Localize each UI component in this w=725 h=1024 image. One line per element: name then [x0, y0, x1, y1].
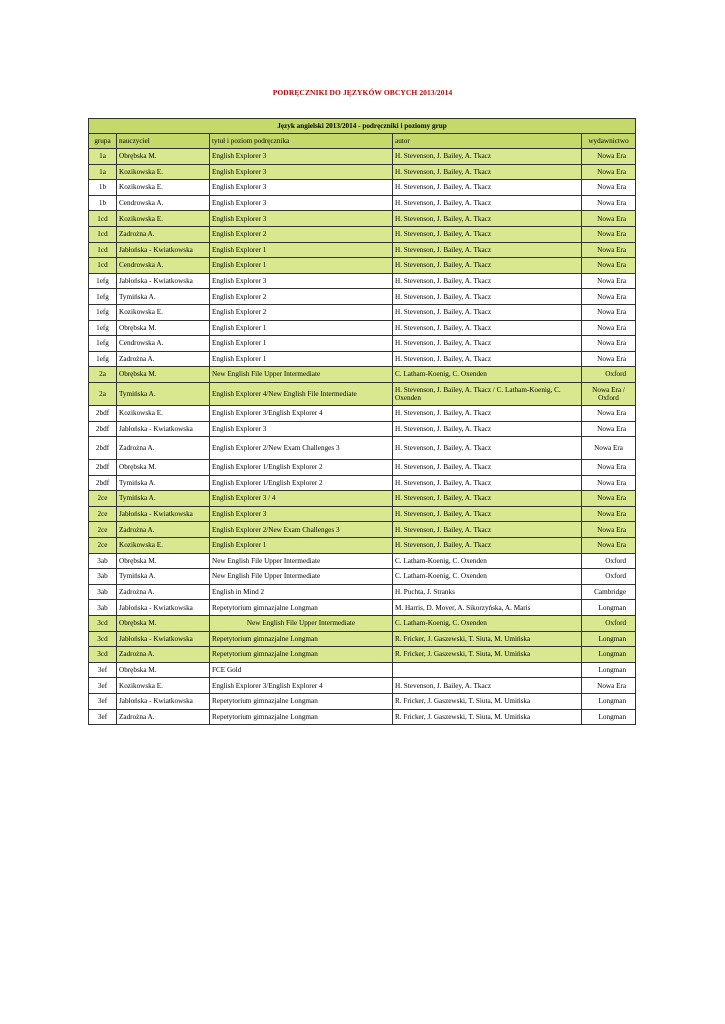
table-row — [89, 211, 636, 227]
cell-grupa: 2bdf — [89, 421, 117, 437]
cell-wydawnictwo: Nowa Era — [582, 211, 636, 227]
cell-tytul: New English File Upper Intermediate — [210, 553, 393, 569]
cell-tytul: English Explorer 2 — [210, 226, 393, 242]
cell-autor: H. Stevenson, J. Bailey, A. Tkacz — [393, 405, 582, 421]
cell-grupa: 3ab — [89, 553, 117, 569]
header-autor: autor — [393, 134, 582, 149]
cell-autor: M. Harris, D. Mover, A. Sikorzyńska, A. Maris — [393, 600, 582, 616]
table-row — [89, 584, 636, 600]
cell-grupa: 3ef — [89, 694, 117, 710]
cell-grupa: 3cd — [89, 631, 117, 647]
cell-autor: H. Stevenson, J. Bailey, A. Tkacz — [393, 258, 582, 274]
cell-nauczyciel: Tymińska A. — [117, 491, 210, 507]
cell-autor: H. Stevenson, J. Bailey, A. Tkacz — [393, 460, 582, 476]
cell-grupa: 1efg — [89, 320, 117, 336]
cell-nauczyciel: Obrębska M. — [117, 616, 210, 632]
cell-nauczyciel: Kozikowska E. — [117, 180, 210, 196]
cell-wydawnictwo: Oxford — [582, 616, 636, 632]
cell-wydawnictwo: Oxford — [582, 367, 636, 383]
cell-grupa: 1efg — [89, 304, 117, 320]
header-tytul: tytuł i poziom podręcznika — [210, 134, 393, 149]
table-row — [89, 709, 636, 725]
cell-nauczyciel: Kozikowska E. — [117, 405, 210, 421]
cell-tytul: English in Mind 2 — [210, 584, 393, 600]
cell-autor: H. Stevenson, J. Bailey, A. Tkacz — [393, 211, 582, 227]
cell-grupa: 1a — [89, 164, 117, 180]
cell-grupa: 1efg — [89, 289, 117, 305]
cell-nauczyciel: Obrębska M. — [117, 662, 210, 678]
cell-tytul: English Explorer 2/New Exam Challenges 3 — [210, 522, 393, 538]
cell-grupa: 2bdf — [89, 437, 117, 460]
cell-tytul: English Explorer 1 — [210, 351, 393, 367]
cell-tytul: English Explorer 3 — [210, 195, 393, 211]
cell-grupa: 1cd — [89, 226, 117, 242]
cell-autor: R. Fricker, J. Gaszewski, T. Siuta, M. Umińska — [393, 647, 582, 663]
cell-grupa: 3ef — [89, 678, 117, 694]
cell-wydawnictwo: Oxford — [582, 553, 636, 569]
cell-autor: H. Stevenson, J. Bailey, A. Tkacz — [393, 242, 582, 258]
header-wydawnictwo: wydawnictwo — [582, 134, 636, 149]
cell-autor — [393, 662, 582, 678]
table-row — [89, 421, 636, 437]
cell-wydawnictwo: Nowa Era — [582, 437, 636, 460]
cell-nauczyciel: Jabłońska - Kwiatkowska — [117, 242, 210, 258]
cell-autor: H. Stevenson, J. Bailey, A. Tkacz — [393, 195, 582, 211]
cell-tytul: English Explorer 3 — [210, 149, 393, 165]
cell-autor: H. Stevenson, J. Bailey, A. Tkacz — [393, 522, 582, 538]
cell-nauczyciel: Tymińska A. — [117, 569, 210, 585]
cell-wydawnictwo: Nowa Era — [582, 678, 636, 694]
header-nauczyciel: nauczyciel — [117, 134, 210, 149]
cell-wydawnictwo: Nowa Era — [582, 460, 636, 476]
table-row — [89, 258, 636, 274]
cell-wydawnictwo: Nowa Era — [582, 242, 636, 258]
table-row — [89, 694, 636, 710]
cell-wydawnictwo: Nowa Era — [582, 405, 636, 421]
cell-tytul: English Explorer 1 — [210, 336, 393, 352]
cell-tytul: Repetytorium gimnazjalne Longman — [210, 647, 393, 663]
table-row — [89, 491, 636, 507]
table-row — [89, 678, 636, 694]
cell-tytul: English Explorer 2 — [210, 289, 393, 305]
cell-tytul: New English File Upper Intermediate — [210, 367, 393, 383]
cell-autor: H. Stevenson, J. Bailey, A. Tkacz — [393, 538, 582, 554]
cell-wydawnictwo: Nowa Era — [582, 149, 636, 165]
cell-grupa: 2a — [89, 382, 117, 405]
cell-nauczyciel: Kozikowska E. — [117, 538, 210, 554]
table-row — [89, 600, 636, 616]
cell-grupa: 3cd — [89, 647, 117, 663]
cell-nauczyciel: Kozikowska E. — [117, 164, 210, 180]
cell-tytul: English Explorer 3 — [210, 421, 393, 437]
cell-wydawnictwo: Nowa Era — [582, 491, 636, 507]
table-row — [89, 522, 636, 538]
table-row — [89, 164, 636, 180]
cell-nauczyciel: Jabłońska - Kwiatkowska — [117, 600, 210, 616]
table-caption: Język angielski 2013/2014 - podręczniki i poziomy grup — [89, 119, 636, 134]
table-row — [89, 460, 636, 476]
cell-grupa: 3ef — [89, 709, 117, 725]
table-row — [89, 616, 636, 632]
cell-grupa: 2ce — [89, 538, 117, 554]
cell-autor: H. Stevenson, J. Bailey, A. Tkacz — [393, 320, 582, 336]
cell-wydawnictwo: Nowa Era — [582, 273, 636, 289]
table-row — [89, 437, 636, 460]
cell-wydawnictwo: Longman — [582, 694, 636, 710]
cell-tytul: English Explorer 1/English Explorer 2 — [210, 475, 393, 491]
cell-nauczyciel: Kozikowska E. — [117, 304, 210, 320]
cell-nauczyciel: Zadrożna A. — [117, 584, 210, 600]
table-row — [89, 662, 636, 678]
cell-nauczyciel: Obrębska M. — [117, 460, 210, 476]
cell-grupa: 2bdf — [89, 475, 117, 491]
cell-wydawnictwo: Nowa Era / Oxford — [582, 382, 636, 405]
cell-wydawnictwo: Nowa Era — [582, 475, 636, 491]
cell-autor: H. Stevenson, J. Bailey, A. Tkacz — [393, 491, 582, 507]
cell-tytul: Repetytorium gimnazjalne Longman — [210, 600, 393, 616]
cell-autor: H. Stevenson, J. Bailey, A. Tkacz — [393, 475, 582, 491]
cell-nauczyciel: Obrębska M. — [117, 367, 210, 383]
cell-autor: H. Stevenson, J. Bailey, A. Tkacz — [393, 180, 582, 196]
cell-autor: H. Stevenson, J. Bailey, A. Tkacz — [393, 506, 582, 522]
cell-tytul: English Explorer 3 — [210, 273, 393, 289]
cell-tytul: FCE Gold — [210, 662, 393, 678]
cell-tytul: English Explorer 3 / 4 — [210, 491, 393, 507]
cell-grupa: 2a — [89, 367, 117, 383]
cell-autor: C. Latham-Koenig, C. Oxenden — [393, 367, 582, 383]
cell-wydawnictwo: Longman — [582, 709, 636, 725]
cell-tytul: English Explorer 1 — [210, 242, 393, 258]
cell-grupa: 1cd — [89, 211, 117, 227]
cell-wydawnictwo: Longman — [582, 631, 636, 647]
cell-tytul: Repetytorium gimnazjalne Longman — [210, 631, 393, 647]
cell-autor: H. Stevenson, J. Bailey, A. Tkacz — [393, 678, 582, 694]
cell-wydawnictwo: Nowa Era — [582, 289, 636, 305]
table-row — [89, 149, 636, 165]
table-row — [89, 553, 636, 569]
cell-nauczyciel: Cendrowska A. — [117, 195, 210, 211]
table-row — [89, 195, 636, 211]
cell-autor: H. Stevenson, J. Bailey, A. Tkacz — [393, 149, 582, 165]
cell-tytul: English Explorer 1 — [210, 258, 393, 274]
cell-nauczyciel: Jabłońska - Kwiatkowska — [117, 694, 210, 710]
cell-nauczyciel: Kozikowska E. — [117, 678, 210, 694]
cell-autor: H. Stevenson, J. Bailey, A. Tkacz — [393, 226, 582, 242]
table-row — [89, 273, 636, 289]
cell-autor: H. Stevenson, J. Bailey, A. Tkacz — [393, 289, 582, 305]
cell-tytul: English Explorer 4/New English File Intermediate — [210, 382, 393, 405]
cell-wydawnictwo: Nowa Era — [582, 320, 636, 336]
cell-grupa: 3ef — [89, 662, 117, 678]
cell-autor: H. Stevenson, J. Bailey, A. Tkacz — [393, 273, 582, 289]
cell-autor: H. Stevenson, J. Bailey, A. Tkacz — [393, 164, 582, 180]
cell-tytul: English Explorer 2 — [210, 304, 393, 320]
cell-nauczyciel: Zadrożna A. — [117, 709, 210, 725]
cell-autor: R. Fricker, J. Gaszewski, T. Siuta, M. Umińska — [393, 694, 582, 710]
cell-grupa: 1a — [89, 149, 117, 165]
cell-grupa: 2ce — [89, 522, 117, 538]
table-header-row — [89, 134, 636, 149]
cell-wydawnictwo: Nowa Era — [582, 226, 636, 242]
cell-nauczyciel: Zadrożna A. — [117, 437, 210, 460]
table-row — [89, 351, 636, 367]
cell-nauczyciel: Zadrożna A. — [117, 522, 210, 538]
cell-autor: R. Fricker, J. Gaszewski, T. Siuta, M. Umińska — [393, 631, 582, 647]
cell-tytul: New English File Upper Intermediate — [210, 616, 393, 632]
cell-autor: C. Latham-Koenig, C. Oxenden — [393, 553, 582, 569]
cell-nauczyciel: Tymińska A. — [117, 289, 210, 305]
document-title: PODRĘCZNIKI DO JĘZYKÓW OBCYCH 2013/2014 — [272, 88, 453, 97]
cell-grupa: 1efg — [89, 336, 117, 352]
cell-grupa: 2bdf — [89, 460, 117, 476]
cell-wydawnictwo: Nowa Era — [582, 304, 636, 320]
cell-wydawnictwo: Nowa Era — [582, 506, 636, 522]
cell-nauczyciel: Zadrożna A. — [117, 647, 210, 663]
cell-nauczyciel: Jabłońska - Kwiatkowska — [117, 421, 210, 437]
table-row — [89, 336, 636, 352]
cell-nauczyciel: Tymińska A. — [117, 382, 210, 405]
cell-wydawnictwo: Oxford — [582, 569, 636, 585]
cell-tytul: English Explorer 3 — [210, 180, 393, 196]
table-body — [89, 149, 636, 725]
cell-wydawnictwo: Nowa Era — [582, 195, 636, 211]
cell-tytul: English Explorer 1/English Explorer 2 — [210, 460, 393, 476]
table-row — [89, 226, 636, 242]
cell-autor: H. Stevenson, J. Bailey, A. Tkacz — [393, 304, 582, 320]
cell-nauczyciel: Tymińska A. — [117, 475, 210, 491]
cell-tytul: Repetytorium gimnazjalne Longman — [210, 709, 393, 725]
cell-tytul: English Explorer 1 — [210, 538, 393, 554]
cell-nauczyciel: Cendrowska A. — [117, 336, 210, 352]
cell-autor: H. Puchta, J. Stranks — [393, 584, 582, 600]
table-row — [89, 475, 636, 491]
cell-grupa: 1cd — [89, 258, 117, 274]
table-row — [89, 647, 636, 663]
cell-tytul: English Explorer 2/New Exam Challenges 3 — [210, 437, 393, 460]
table-row — [89, 569, 636, 585]
cell-tytul: English Explorer 1 — [210, 320, 393, 336]
cell-nauczyciel: Jabłońska - Kwiatkowska — [117, 273, 210, 289]
cell-tytul: English Explorer 3 — [210, 164, 393, 180]
cell-wydawnictwo: Nowa Era — [582, 258, 636, 274]
cell-wydawnictwo: Nowa Era — [582, 421, 636, 437]
cell-nauczyciel: Cendrowska A. — [117, 258, 210, 274]
cell-tytul: English Explorer 3/English Explorer 4 — [210, 405, 393, 421]
cell-grupa: 2ce — [89, 506, 117, 522]
cell-tytul: English Explorer 3 — [210, 211, 393, 227]
cell-grupa: 3ab — [89, 600, 117, 616]
cell-tytul: English Explorer 3 — [210, 506, 393, 522]
cell-autor: H. Stevenson, J. Bailey, A. Tkacz — [393, 437, 582, 460]
cell-tytul: New English File Upper Intermediate — [210, 569, 393, 585]
cell-grupa: 3ab — [89, 569, 117, 585]
table-row — [89, 538, 636, 554]
cell-grupa: 1b — [89, 180, 117, 196]
cell-grupa: 1efg — [89, 273, 117, 289]
cell-nauczyciel: Jabłońska - Kwiatkowska — [117, 631, 210, 647]
cell-grupa: 1efg — [89, 351, 117, 367]
cell-autor: R. Fricker, J. Gaszewski, T. Siuta, M. Umińska — [393, 709, 582, 725]
cell-grupa: 3cd — [89, 616, 117, 632]
table-row — [89, 180, 636, 196]
cell-nauczyciel: Zadrożna A. — [117, 226, 210, 242]
cell-autor: H. Stevenson, J. Bailey, A. Tkacz — [393, 336, 582, 352]
cell-autor: C. Latham-Koenig, C. Oxenden — [393, 616, 582, 632]
cell-wydawnictwo: Nowa Era — [582, 180, 636, 196]
cell-grupa: 1b — [89, 195, 117, 211]
cell-wydawnictwo: Nowa Era — [582, 538, 636, 554]
cell-autor: H. Stevenson, J. Bailey, A. Tkacz — [393, 351, 582, 367]
textbooks-table — [88, 118, 636, 725]
table-row — [89, 405, 636, 421]
cell-grupa: 2ce — [89, 491, 117, 507]
header-grupa: grupa — [89, 134, 117, 149]
table-row — [89, 506, 636, 522]
table-row — [89, 304, 636, 320]
table-row — [89, 631, 636, 647]
cell-nauczyciel: Jabłońska - Kwiatkowska — [117, 506, 210, 522]
table-row — [89, 382, 636, 405]
table-row — [89, 320, 636, 336]
cell-grupa: 3ab — [89, 584, 117, 600]
cell-grupa: 2bdf — [89, 405, 117, 421]
cell-wydawnictwo: Nowa Era — [582, 336, 636, 352]
cell-tytul: Repetytorium gimnazjalne Longman — [210, 694, 393, 710]
cell-wydawnictwo: Cambridge — [582, 584, 636, 600]
cell-wydawnictwo: Longman — [582, 647, 636, 663]
cell-nauczyciel: Zadrożna A. — [117, 351, 210, 367]
table-row — [89, 289, 636, 305]
cell-wydawnictwo: Nowa Era — [582, 522, 636, 538]
cell-wydawnictwo: Longman — [582, 600, 636, 616]
table-row — [89, 242, 636, 258]
cell-wydawnictwo: Nowa Era — [582, 164, 636, 180]
cell-wydawnictwo: Longman — [582, 662, 636, 678]
cell-nauczyciel: Obrębska M. — [117, 553, 210, 569]
table-row — [89, 367, 636, 383]
cell-autor: H. Stevenson, J. Bailey, A. Tkacz — [393, 421, 582, 437]
cell-nauczyciel: Kozikowska E. — [117, 211, 210, 227]
cell-tytul: English Explorer 3/English Explorer 4 — [210, 678, 393, 694]
cell-nauczyciel: Obrębska M. — [117, 149, 210, 165]
cell-grupa: 1cd — [89, 242, 117, 258]
cell-nauczyciel: Obrębska M. — [117, 320, 210, 336]
cell-autor: C. Latham-Koenig, C. Oxenden — [393, 569, 582, 585]
cell-wydawnictwo: Nowa Era — [582, 351, 636, 367]
cell-autor: H. Stevenson, J. Bailey, A. Tkacz / C. Latham-Koenig, C. Oxenden — [393, 382, 582, 405]
